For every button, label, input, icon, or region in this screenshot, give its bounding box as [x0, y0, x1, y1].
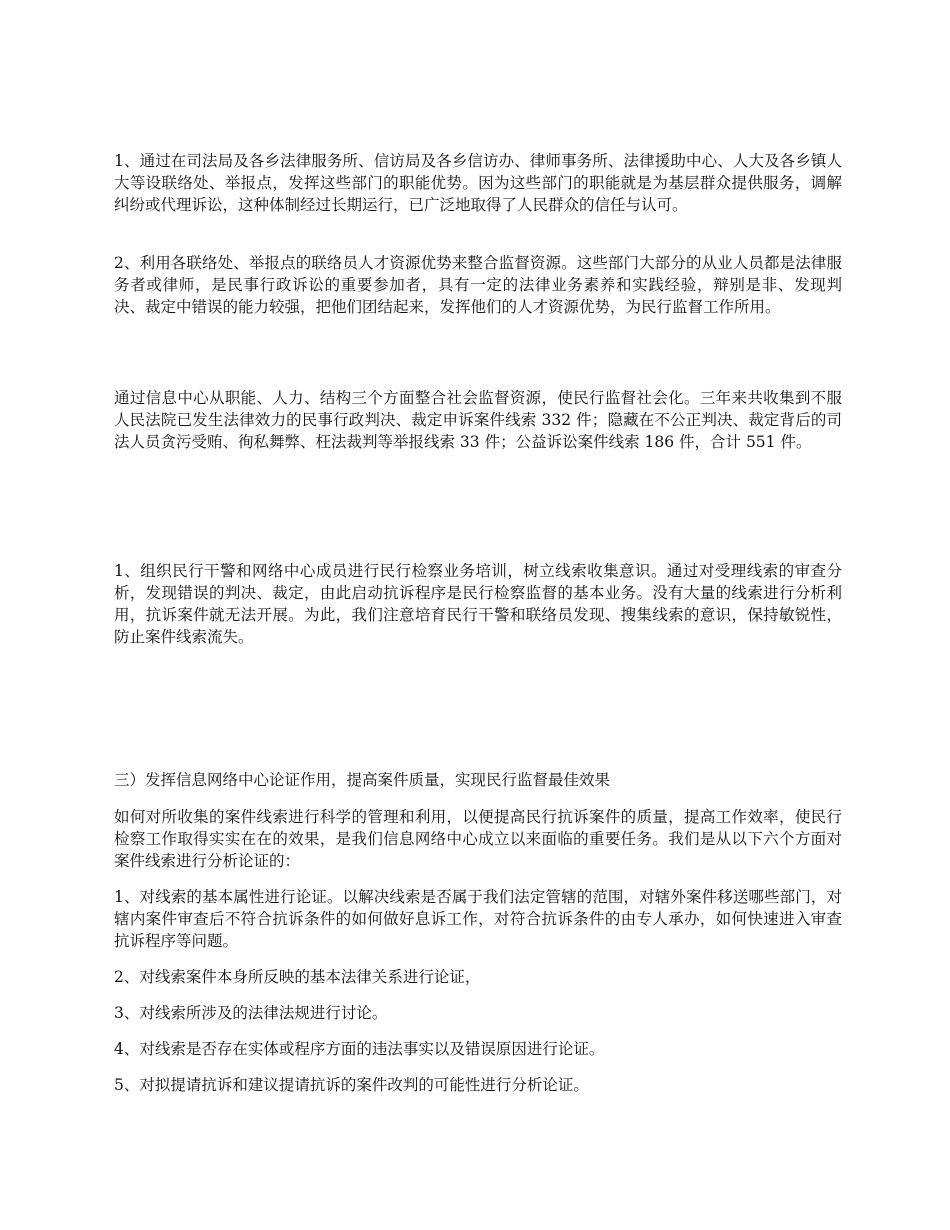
- list-item-1: 1、对线索的基本属性进行论证。以解决线索是否属于我们法定管辖的范围，对辖外案件移送哪些部门，对辖内案件审查后不符合抗诉条件的如何做好息诉工作，对符合抗诉条件的由专人承办，如何快速进入审查抗诉程序等问题。: [114, 888, 842, 950]
- paragraph-intro-analysis: 如何对所收集的案件线索进行科学的管理和利用，以便提高民行抗诉案件的质量，提高工作效率，使民行检察工作取得实实在在的效果，是我们信息网络中心成立以来面临的重要任务。我们是从以下六个方面对案件线索进行分析论证的：: [114, 808, 842, 870]
- section-heading-three: 三）发挥信息网络中心论证作用，提高案件质量，实现民行监督最佳效果: [114, 771, 611, 789]
- paragraph-case-statistics: 通过信息中心从职能、人力、结构三个方面整合社会监督资源，使民行监督社会化。三年来共收集到不服人民法院已发生法律效力的民事行政判决、裁定申诉案件线索 332 件；隐藏在不公正判决、裁定背后的司法人员贪污受贿、徇私舞弊、枉法裁判等举报线索 33 件；公益诉讼案件线索 186 件，合计 551 件。: [114, 389, 842, 451]
- list-item-3: 3、对线索所涉及的法律法规进行讨论。: [114, 1004, 388, 1022]
- paragraph-training: 1、组织民行干警和网络中心成员进行民行检察业务培训，树立线索收集意识。通过对受理线索的审查分析，发现错误的判决、裁定，由此启动抗诉程序是民行检察监督的基本业务。没有大量的线索进行分析利用，抗诉案件就无法开展。为此，我们注意培育民行干警和联络员发现、搜集线索的意识，保持敏锐性，防止案件线索流失。: [114, 562, 842, 646]
- list-item-4: 4、对线索是否存在实体或程序方面的违法事实以及错误原因进行论证。: [114, 1040, 605, 1058]
- list-item-2: 2、对线索案件本身所反映的基本法律关系进行论证，: [114, 968, 481, 986]
- paragraph-liaison-staff: 2、利用各联络处、举报点的联络员人才资源优势来整合监督资源。这些部门大部分的从业人员都是法律服务者或律师，是民事行政诉讼的重要参加者，具有一定的法律业务素养和实践经验，辩别是非、发现判决、裁定中错误的能力较强，把他们团结起来，发挥他们的人才资源优势，为民行监督工作所用。: [114, 254, 842, 316]
- list-item-5: 5、对拟提请抗诉和建议提请抗诉的案件改判的可能性进行分析论证。: [114, 1076, 589, 1094]
- paragraph-liaison-offices: 1、通过在司法局及各乡法律服务所、信访局及各乡信访办、律师事务所、法律援助中心、人大及各乡镇人大等设联络处、举报点，发挥这些部门的职能优势。因为这些部门的职能就是为基层群众提供服务，调解纠纷或代理诉讼，这种体制经过长期运行，已广泛地取得了人民群众的信任与认可。: [114, 152, 842, 214]
